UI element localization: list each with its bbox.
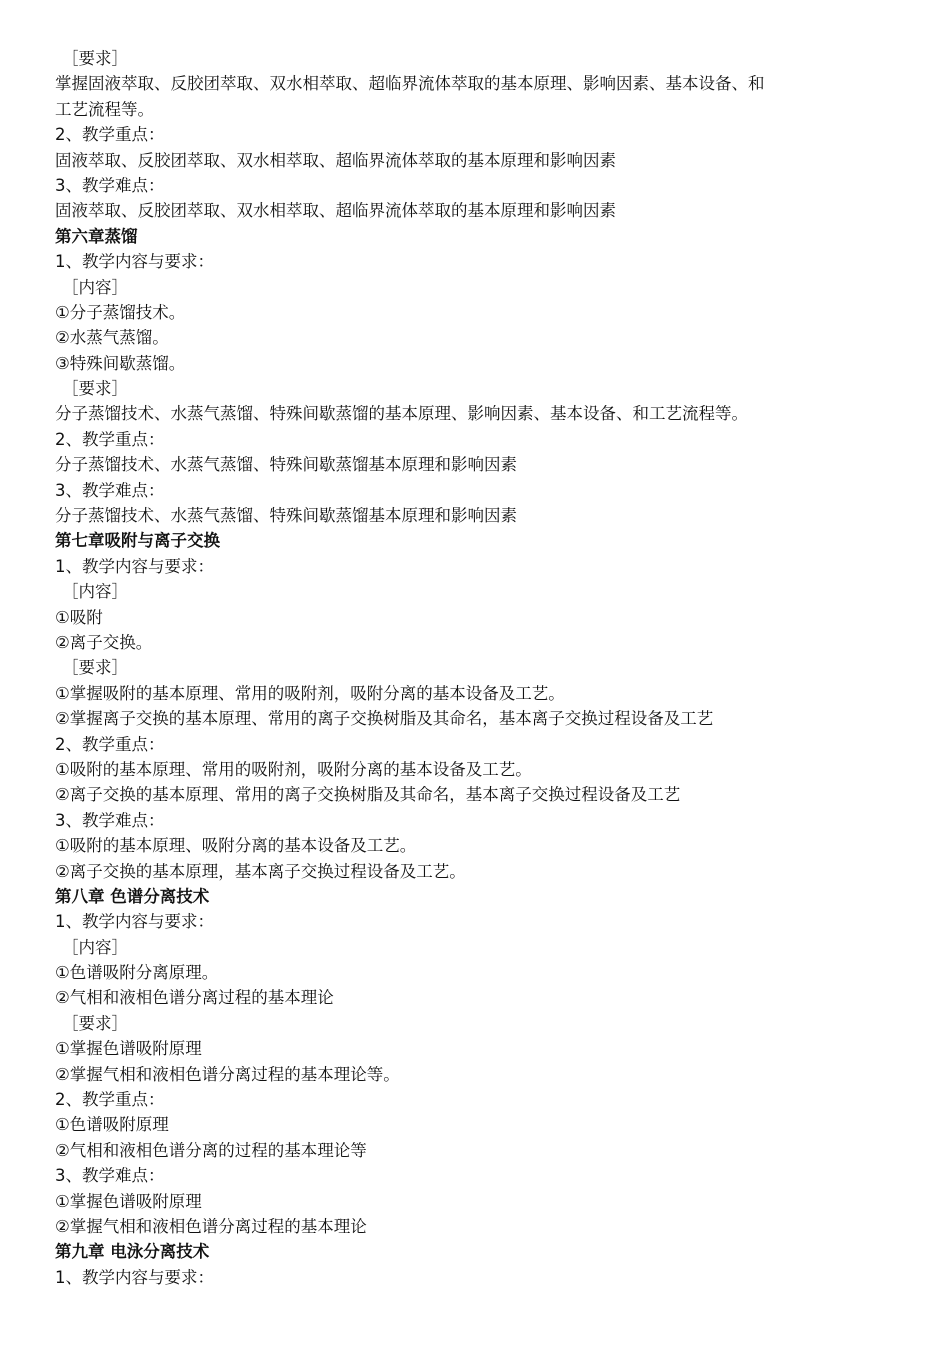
text-line: 固液萃取、反胶团萃取、双水相萃取、超临界流体萃取的基本原理和影响因素 bbox=[55, 201, 616, 221]
chapter-heading: 第七章吸附与离子交换 bbox=[55, 531, 220, 551]
text-line: ①掌握色谱吸附原理 bbox=[55, 1039, 202, 1059]
text-line: 1、教学内容与要求： bbox=[55, 912, 214, 932]
text-line: ②水蒸气蒸馏。 bbox=[55, 328, 169, 348]
text-line: ［要求］ bbox=[62, 49, 128, 68]
text-line: ②掌握气相和液相色谱分离过程的基本理论等。 bbox=[55, 1064, 400, 1084]
text-line: ②离子交换的基本原理、常用的离子交换树脂及其命名，基本离子交换过程设备及工艺 bbox=[55, 785, 681, 805]
text-line: ①掌握吸附的基本原理、常用的吸附剂，吸附分离的基本设备及工艺。 bbox=[55, 683, 565, 703]
text-line: 工艺流程等。 bbox=[55, 99, 154, 119]
text-line: 1、教学内容与要求： bbox=[55, 556, 214, 576]
text-line: 分子蒸馏技术、水蒸气蒸馏、特殊间歇蒸馏基本原理和影响因素 bbox=[55, 506, 517, 526]
text-line: ［内容］ bbox=[62, 277, 128, 297]
text-line: ①色谱吸附原理 bbox=[55, 1115, 169, 1135]
text-line: ②气相和液相色谱分离的过程的基本理论等 bbox=[55, 1140, 367, 1160]
text-line: 分子蒸馏技术、水蒸气蒸馏、特殊间歇蒸馏的基本原理、影响因素、基本设备、和工艺流程等。 bbox=[55, 404, 748, 424]
text-line: ［内容］ bbox=[62, 582, 128, 602]
text-line: ②掌握离子交换的基本原理、常用的离子交换树脂及其命名，基本离子交换过程设备及工艺 bbox=[55, 709, 714, 729]
text-line: 2、教学重点： bbox=[55, 1090, 165, 1110]
text-line: 3、教学难点： bbox=[55, 175, 165, 195]
text-line: ①吸附的基本原理、吸附分离的基本设备及工艺。 bbox=[55, 836, 417, 856]
text-line: 3、教学难点： bbox=[55, 810, 165, 830]
text-line: ［要求］ bbox=[62, 379, 128, 399]
text-line: ③特殊间歇蒸馏。 bbox=[55, 353, 186, 373]
text-line: 固液萃取、反胶团萃取、双水相萃取、超临界流体萃取的基本原理和影响因素 bbox=[55, 150, 616, 170]
text-line: ①吸附 bbox=[55, 607, 103, 627]
text-line: ［要求］ bbox=[62, 1013, 128, 1033]
text-line: 1、教学内容与要求： bbox=[55, 1267, 214, 1287]
text-line: 掌握固液萃取、反胶团萃取、双水相萃取、超临界流体萃取的基本原理、影响因素、基本设备、和 bbox=[55, 74, 765, 94]
text-line: ②气相和液相色谱分离过程的基本理论 bbox=[55, 988, 334, 1008]
text-line: 分子蒸馏技术、水蒸气蒸馏、特殊间歇蒸馏基本原理和影响因素 bbox=[55, 455, 517, 475]
document-page bbox=[55, 46, 915, 1290]
text-line: 1、教学内容与要求： bbox=[55, 252, 214, 272]
text-line: ①掌握色谱吸附原理 bbox=[55, 1191, 202, 1211]
text-line: ①色谱吸附分离原理。 bbox=[55, 963, 219, 983]
text-line: 2、教学重点： bbox=[55, 734, 165, 754]
chapter-heading: 第八章 色谱分离技术 bbox=[55, 886, 210, 906]
text-line: 3、教学难点： bbox=[55, 480, 165, 500]
text-line: ①分子蒸馏技术。 bbox=[55, 302, 186, 322]
text-line: ［内容］ bbox=[62, 937, 128, 957]
chapter-heading: 第九章 电泳分离技术 bbox=[55, 1242, 210, 1262]
text-line: 3、教学难点： bbox=[55, 1166, 165, 1186]
text-line: ［要求］ bbox=[62, 658, 128, 678]
chapter-heading: 第六章蒸馏 bbox=[55, 226, 138, 246]
text-line: ①吸附的基本原理、常用的吸附剂，吸附分离的基本设备及工艺。 bbox=[55, 759, 532, 779]
text-line: ②离子交换的基本原理，基本离子交换过程设备及工艺。 bbox=[55, 861, 466, 881]
text-line: 2、教学重点： bbox=[55, 125, 165, 145]
text-line: ②掌握气相和液相色谱分离过程的基本理论 bbox=[55, 1216, 367, 1236]
text-line: 2、教学重点： bbox=[55, 429, 165, 449]
text-line: ②离子交换。 bbox=[55, 632, 153, 652]
